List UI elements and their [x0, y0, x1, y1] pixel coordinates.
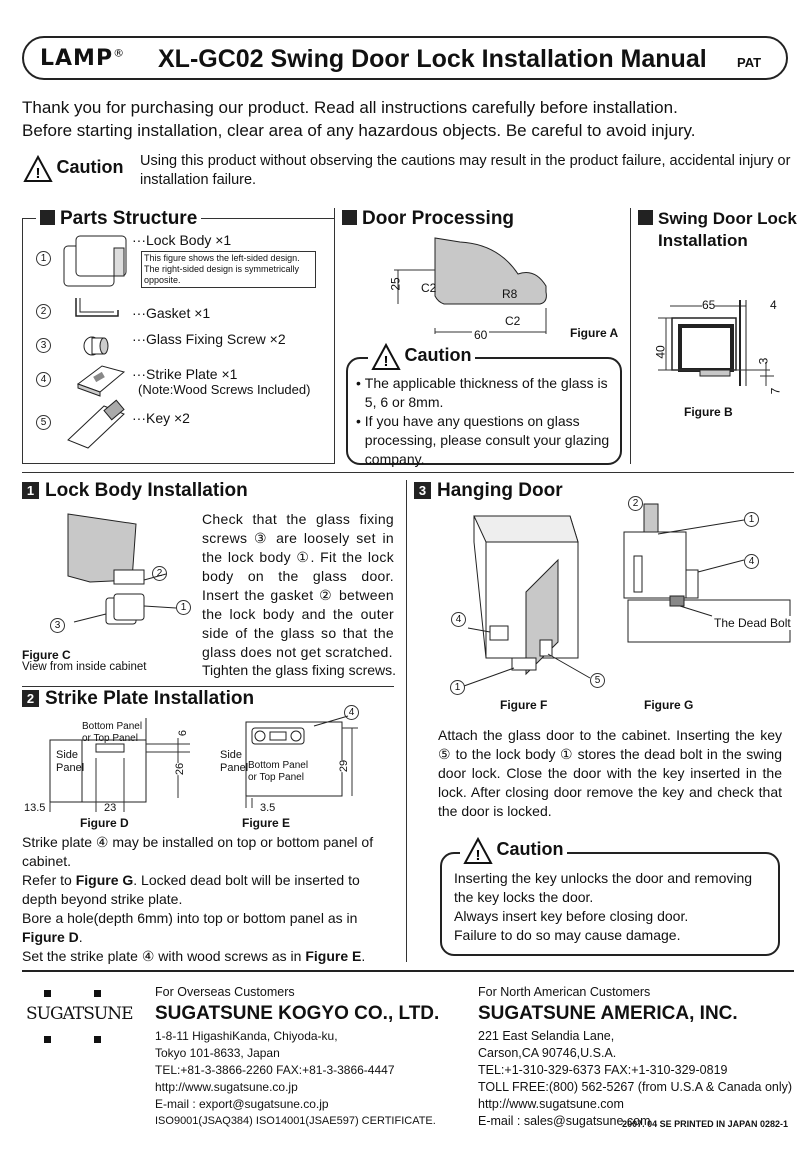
part-number-4: 4 — [36, 372, 51, 387]
figure-f-caption: Figure F — [500, 698, 548, 712]
dim-c2-left: C2 — [421, 281, 437, 295]
fige-side-label: Side Panel — [220, 749, 249, 774]
overseas-company: SUGATSUNE KOGYO CO., LTD. — [155, 1003, 440, 1024]
page-title: XL-GC02 Swing Door Lock Installation Manual — [158, 45, 707, 73]
overseas-address: 1-8-11 HigashiKanda, Chiyoda-ku, Tokyo 101-8633, Japan TEL:+81-3-3866-2260 FAX:+81-3-3866-4447 http://www.sugatsune.co.jp E-mail : export@sugatsune.co.jp ISO9001(JSAQ384) ISO14001(JSAE597) CERTIFICATE. — [155, 1029, 436, 1127]
dim-3: 3 — [756, 357, 771, 365]
dim-3-5: 3.5 — [260, 802, 276, 814]
swing-install-title: Swing Door Lock Installation — [638, 208, 797, 252]
dim-23: 23 — [104, 802, 117, 814]
figure-b-caption: Figure B — [684, 405, 733, 419]
america-company: SUGATSUNE AMERICA, INC. — [478, 1003, 738, 1024]
figure-a-caption: Figure A — [570, 326, 619, 340]
figf-callout-5: 5 — [590, 673, 605, 688]
door-caution-item-1: The applicable thickness of the glass is 5, 6 or 8mm. — [364, 375, 608, 410]
key-illustration — [66, 398, 128, 450]
part-label-key: ···Key ×2 — [132, 410, 190, 426]
figc-callout-1: 1 — [176, 600, 191, 615]
dead-bolt-label: The Dead Bolt — [714, 616, 791, 630]
svg-text:!: ! — [383, 353, 389, 370]
pat-badge: PAT — [737, 55, 762, 70]
warning-icon — [372, 344, 400, 370]
warning-icon — [24, 156, 52, 182]
overseas-label: For Overseas Customers — [155, 985, 295, 999]
figure-f-drawing — [440, 508, 610, 688]
step2-p4: Set the strike plate ④ with wood screws as in Figure E. — [22, 948, 366, 964]
intro-line-1: Thank you for purchasing our product. Read all instructions carefully before installation. — [22, 98, 678, 117]
figg-callout-2: 2 — [628, 496, 643, 511]
figc-callout-2: 2 — [152, 566, 167, 581]
part-label-lock-body: ···Lock Body ×1 — [132, 232, 232, 248]
step2-p2: Refer to Figure G. Locked dead bolt will be inserted to depth beyond strike plate. — [22, 872, 360, 907]
svg-text:!: ! — [35, 165, 41, 182]
figure-c-drawing — [40, 510, 200, 640]
part-number-5: 5 — [36, 415, 51, 430]
figf-callout-4: 4 — [451, 612, 466, 627]
dim-13-5: 13.5 — [24, 802, 46, 814]
step1-text-2: Tighten the glass fixing screws. — [202, 662, 397, 678]
dim-7: 7 — [768, 387, 783, 395]
door-caution-list: • The applicable thickness of the glass is 5, 6 or 8mm. • If you have any questions on glass processing, please consult your glazing company. — [356, 374, 618, 469]
svg-text:!: ! — [475, 847, 481, 864]
part-number-3: 3 — [36, 338, 51, 353]
figure-g-caption: Figure G — [644, 698, 694, 712]
strike-plate-illustration — [72, 362, 128, 398]
dim-6: 6 — [177, 729, 190, 737]
america-label: For North American Customers — [478, 985, 651, 999]
step2-p1: Strike plate ④ may be installed on top or bottom panel of cabinet. — [22, 834, 374, 869]
figure-d-caption: Figure D — [80, 816, 129, 830]
figure-c-subcaption: View from inside cabinet — [22, 661, 147, 673]
dim-65: 65 — [702, 298, 716, 312]
america-address: 221 East Selandia Lane, Carson,CA 90746,U.S.A. TEL:+1-310-329-6373 FAX:+1-310-329-0819 TOLL FREE:(800) 562-5267 (from U.S.A & Canada only) http://www.sugatsune.com E-mail : sales@sugatsune.com — [478, 1029, 793, 1128]
caution-main-text: Using this product without observing the cautions may result in the product failure, accidental injury or installation failure. — [140, 153, 791, 188]
figc-callout-3: 3 — [50, 618, 65, 633]
part-label-screw: ···Glass Fixing Screw ×2 — [132, 331, 286, 347]
dim-4: 4 — [770, 298, 777, 312]
part-label-strike-plate: ···Strike Plate ×1 — [132, 366, 238, 382]
figf-callout-1: 1 — [450, 680, 465, 695]
step1-title: 1 Lock Body Installation — [22, 480, 248, 502]
fige-callout-4: 4 — [344, 705, 359, 720]
part-label-gasket: ···Gasket ×1 — [132, 305, 211, 321]
step2-text — [22, 833, 394, 966]
dim-26: 26 — [174, 762, 187, 776]
caution-main-label: ! Caution — [24, 156, 123, 182]
warning-icon — [464, 838, 492, 864]
door-processing-title: Door Processing — [342, 208, 514, 230]
lock-body-illustration — [62, 234, 132, 294]
dim-60: 60 — [474, 328, 488, 342]
figure-c-caption: Figure C — [22, 648, 71, 662]
step3-text: Attach the glass door to the cabinet. Inserting the key ⑤ to the lock body ① stores the dead bolt in the swing door lock. Close the door with the key inserted in the lock. After closing door remove the key and check that the door is locked. — [438, 727, 782, 819]
step2-p3: Bore a hole(depth 6mm) into top or bottom panel as in Figure D. — [22, 910, 358, 945]
intro-text — [22, 96, 792, 142]
dim-29: 29 — [338, 759, 351, 773]
figd-panel-label: Bottom Panel or Top Panel — [82, 721, 143, 744]
step3-title: 3 Hanging Door — [414, 480, 563, 502]
hang-caution-line-2: Always insert key before closing door. — [454, 908, 689, 924]
figg-callout-4: 4 — [744, 554, 759, 569]
gasket-illustration — [72, 296, 122, 320]
figure-e-caption: Figure E — [242, 816, 291, 830]
hang-caution-line-3: Failure to do so may cause damage. — [454, 927, 681, 943]
brand-logo: LAMP® — [40, 46, 126, 71]
screw-illustration — [82, 334, 112, 358]
part-number-2: 2 — [36, 304, 51, 319]
dim-c2-right: C2 — [505, 314, 521, 328]
dim-25: 25 — [388, 277, 403, 291]
print-info: 2007. 04 SE PRINTED IN JAPAN 0282-1 — [622, 1119, 788, 1129]
figd-side-label: Side Panel — [56, 749, 85, 774]
hang-caution-line-1: Inserting the key unlocks the door and removing the key locks the door. — [454, 870, 753, 905]
figg-callout-1: 1 — [744, 512, 759, 527]
intro-line-2: Before starting installation, clear area of any hazardous objects. Be careful to avoid injury. — [22, 121, 696, 140]
step2-title: 2 Strike Plate Installation — [22, 688, 254, 710]
hang-caution-text — [454, 869, 774, 945]
sugatsune-logo: SUGATSUNE — [26, 990, 126, 1046]
dim-40: 40 — [653, 345, 668, 359]
fige-panel-label: Bottom Panel or Top Panel — [248, 760, 316, 784]
parts-title: Parts Structure — [36, 208, 201, 230]
part-note-lock-body: This figure shows the left-sided design. The right-sided design is symmetrically opposite. — [141, 251, 316, 288]
door-caution-item-2: If you have any questions on glass processing, please consult your glazing company. — [364, 413, 610, 467]
part-note-strike-plate: (Note:Wood Screws Included) — [138, 382, 311, 397]
hang-caution-label: ! Caution — [460, 838, 567, 864]
step1-text: Check that the glass fixing screws ③ are loosely set in the lock body ①. Fit the lock body on the glass door. Insert the gasket ② between the lock body and the outer side of the glass so that the glass does not get scratched. — [202, 511, 394, 660]
part-number-1: 1 — [36, 251, 51, 266]
door-caution-label: ! Caution — [368, 344, 475, 370]
dim-r8: R8 — [502, 287, 518, 301]
